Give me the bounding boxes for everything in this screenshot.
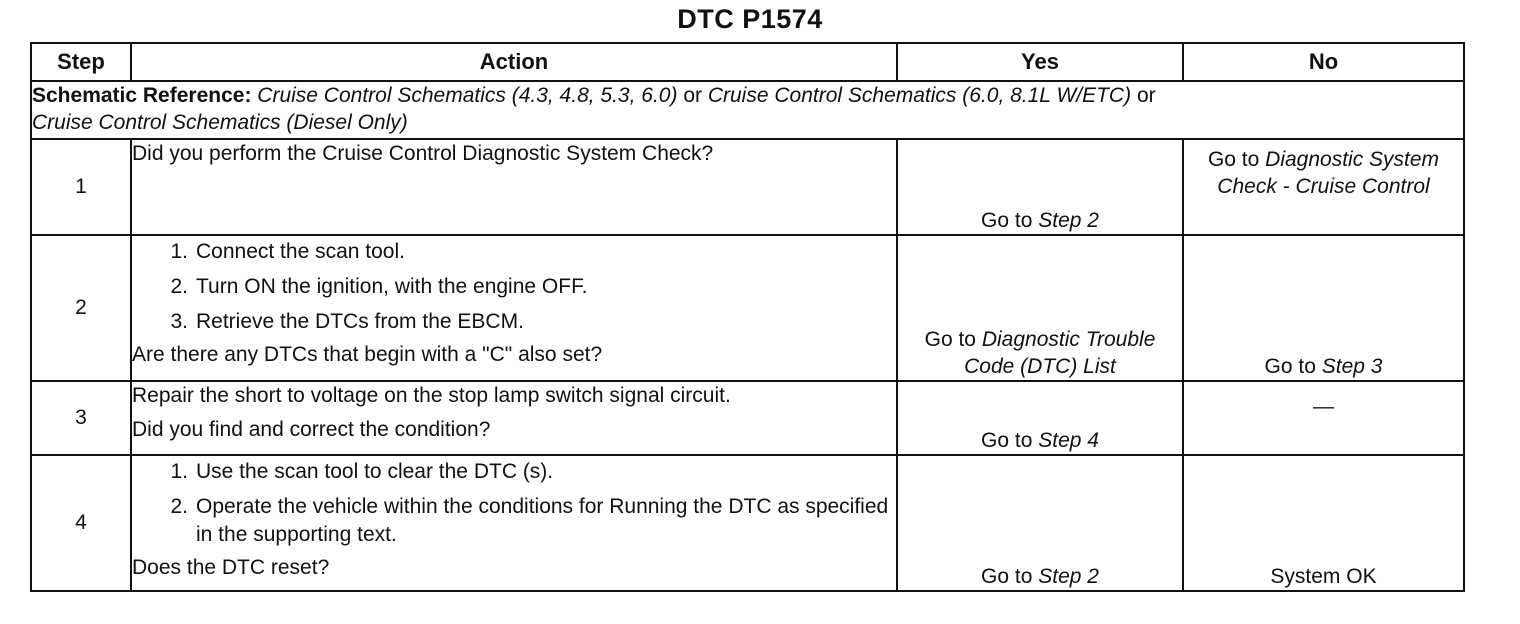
page-title: DTC P1574	[677, 4, 823, 34]
schematic-reference	[31, 81, 1464, 139]
yes-link[interactable]: Step 2	[1038, 209, 1099, 232]
no-link[interactable]: Step 3	[1321, 355, 1383, 378]
schematic-label: Schematic Reference:	[32, 84, 252, 107]
question-text: Did you perform the Cruise Control Diagnostic System Check?	[132, 142, 714, 165]
schematic-link[interactable]: Cruise Control Schematics (6.0, 8.1L W/ETC)	[707, 84, 1132, 107]
goto-text: Go to	[981, 565, 1033, 588]
goto-text: Go to	[1264, 355, 1316, 378]
column-header-yes: Yes	[897, 43, 1183, 81]
step-number: 3	[31, 381, 131, 455]
schematic-link[interactable]: Cruise Control Schematics (4.3, 4.8, 5.3, 6.0)	[257, 84, 678, 107]
goto-text: Go to	[981, 209, 1033, 232]
step-number: 4	[31, 455, 131, 591]
no-cell: —	[1183, 381, 1464, 455]
yes-link[interactable]: Diagnostic Trouble Code (DTC) List	[964, 328, 1156, 378]
yes-cell	[897, 139, 1183, 235]
list-item: 1. Connect the scan tool.	[170, 240, 405, 263]
no-cell: System OK	[1183, 455, 1464, 591]
column-header-step: Step	[31, 43, 131, 81]
action-cell	[131, 139, 897, 235]
question-text: Are there any DTCs that begin with a "C" also set?	[132, 343, 603, 366]
no-link[interactable]: Diagnostic System Check - Cruise Control	[1217, 148, 1440, 198]
table-row	[31, 455, 1464, 591]
question-text: Does the DTC reset?	[132, 556, 330, 579]
yes-cell	[897, 235, 1183, 381]
schematic-link[interactable]: Cruise Control Schematics (Diesel Only)	[32, 111, 408, 134]
goto-text: Go to	[981, 429, 1033, 452]
list-item: 1. Use the scan tool to clear the DTC (s).	[170, 460, 554, 483]
list-item: 3. Retrieve the DTCs from the EBCM.	[170, 310, 524, 333]
action-cell	[131, 381, 897, 455]
goto-text: Go to	[1207, 148, 1260, 171]
action-cell	[131, 235, 897, 381]
yes-link[interactable]: Step 4	[1038, 429, 1099, 452]
step-number: 1	[31, 139, 131, 235]
column-header-no: No	[1183, 43, 1464, 81]
connector-text: or	[683, 84, 702, 107]
action-text: Repair the short to voltage on the stop lamp switch signal circuit.	[132, 384, 731, 407]
column-header-action: Action	[131, 43, 897, 81]
question-text: Did you find and correct the condition?	[132, 418, 491, 441]
list-item: 2. Operate the vehicle within the conditions for Running the DTC as specified in the supporting text.	[170, 495, 889, 546]
table-row	[31, 139, 1464, 235]
diagnostic-table	[30, 42, 1465, 592]
goto-text: Go to	[924, 328, 976, 351]
yes-link[interactable]: Step 2	[1038, 565, 1099, 588]
step-number: 2	[31, 235, 131, 381]
schematic-row	[31, 81, 1464, 139]
table-row	[31, 381, 1464, 455]
header-row	[31, 43, 1464, 81]
action-cell	[131, 455, 897, 591]
yes-cell	[897, 455, 1183, 591]
table-row	[31, 235, 1464, 381]
yes-cell	[897, 381, 1183, 455]
list-item: 2. Turn ON the ignition, with the engine OFF.	[170, 275, 588, 298]
no-cell	[1183, 139, 1464, 235]
connector-text: or	[1136, 84, 1156, 107]
no-cell	[1183, 235, 1464, 381]
